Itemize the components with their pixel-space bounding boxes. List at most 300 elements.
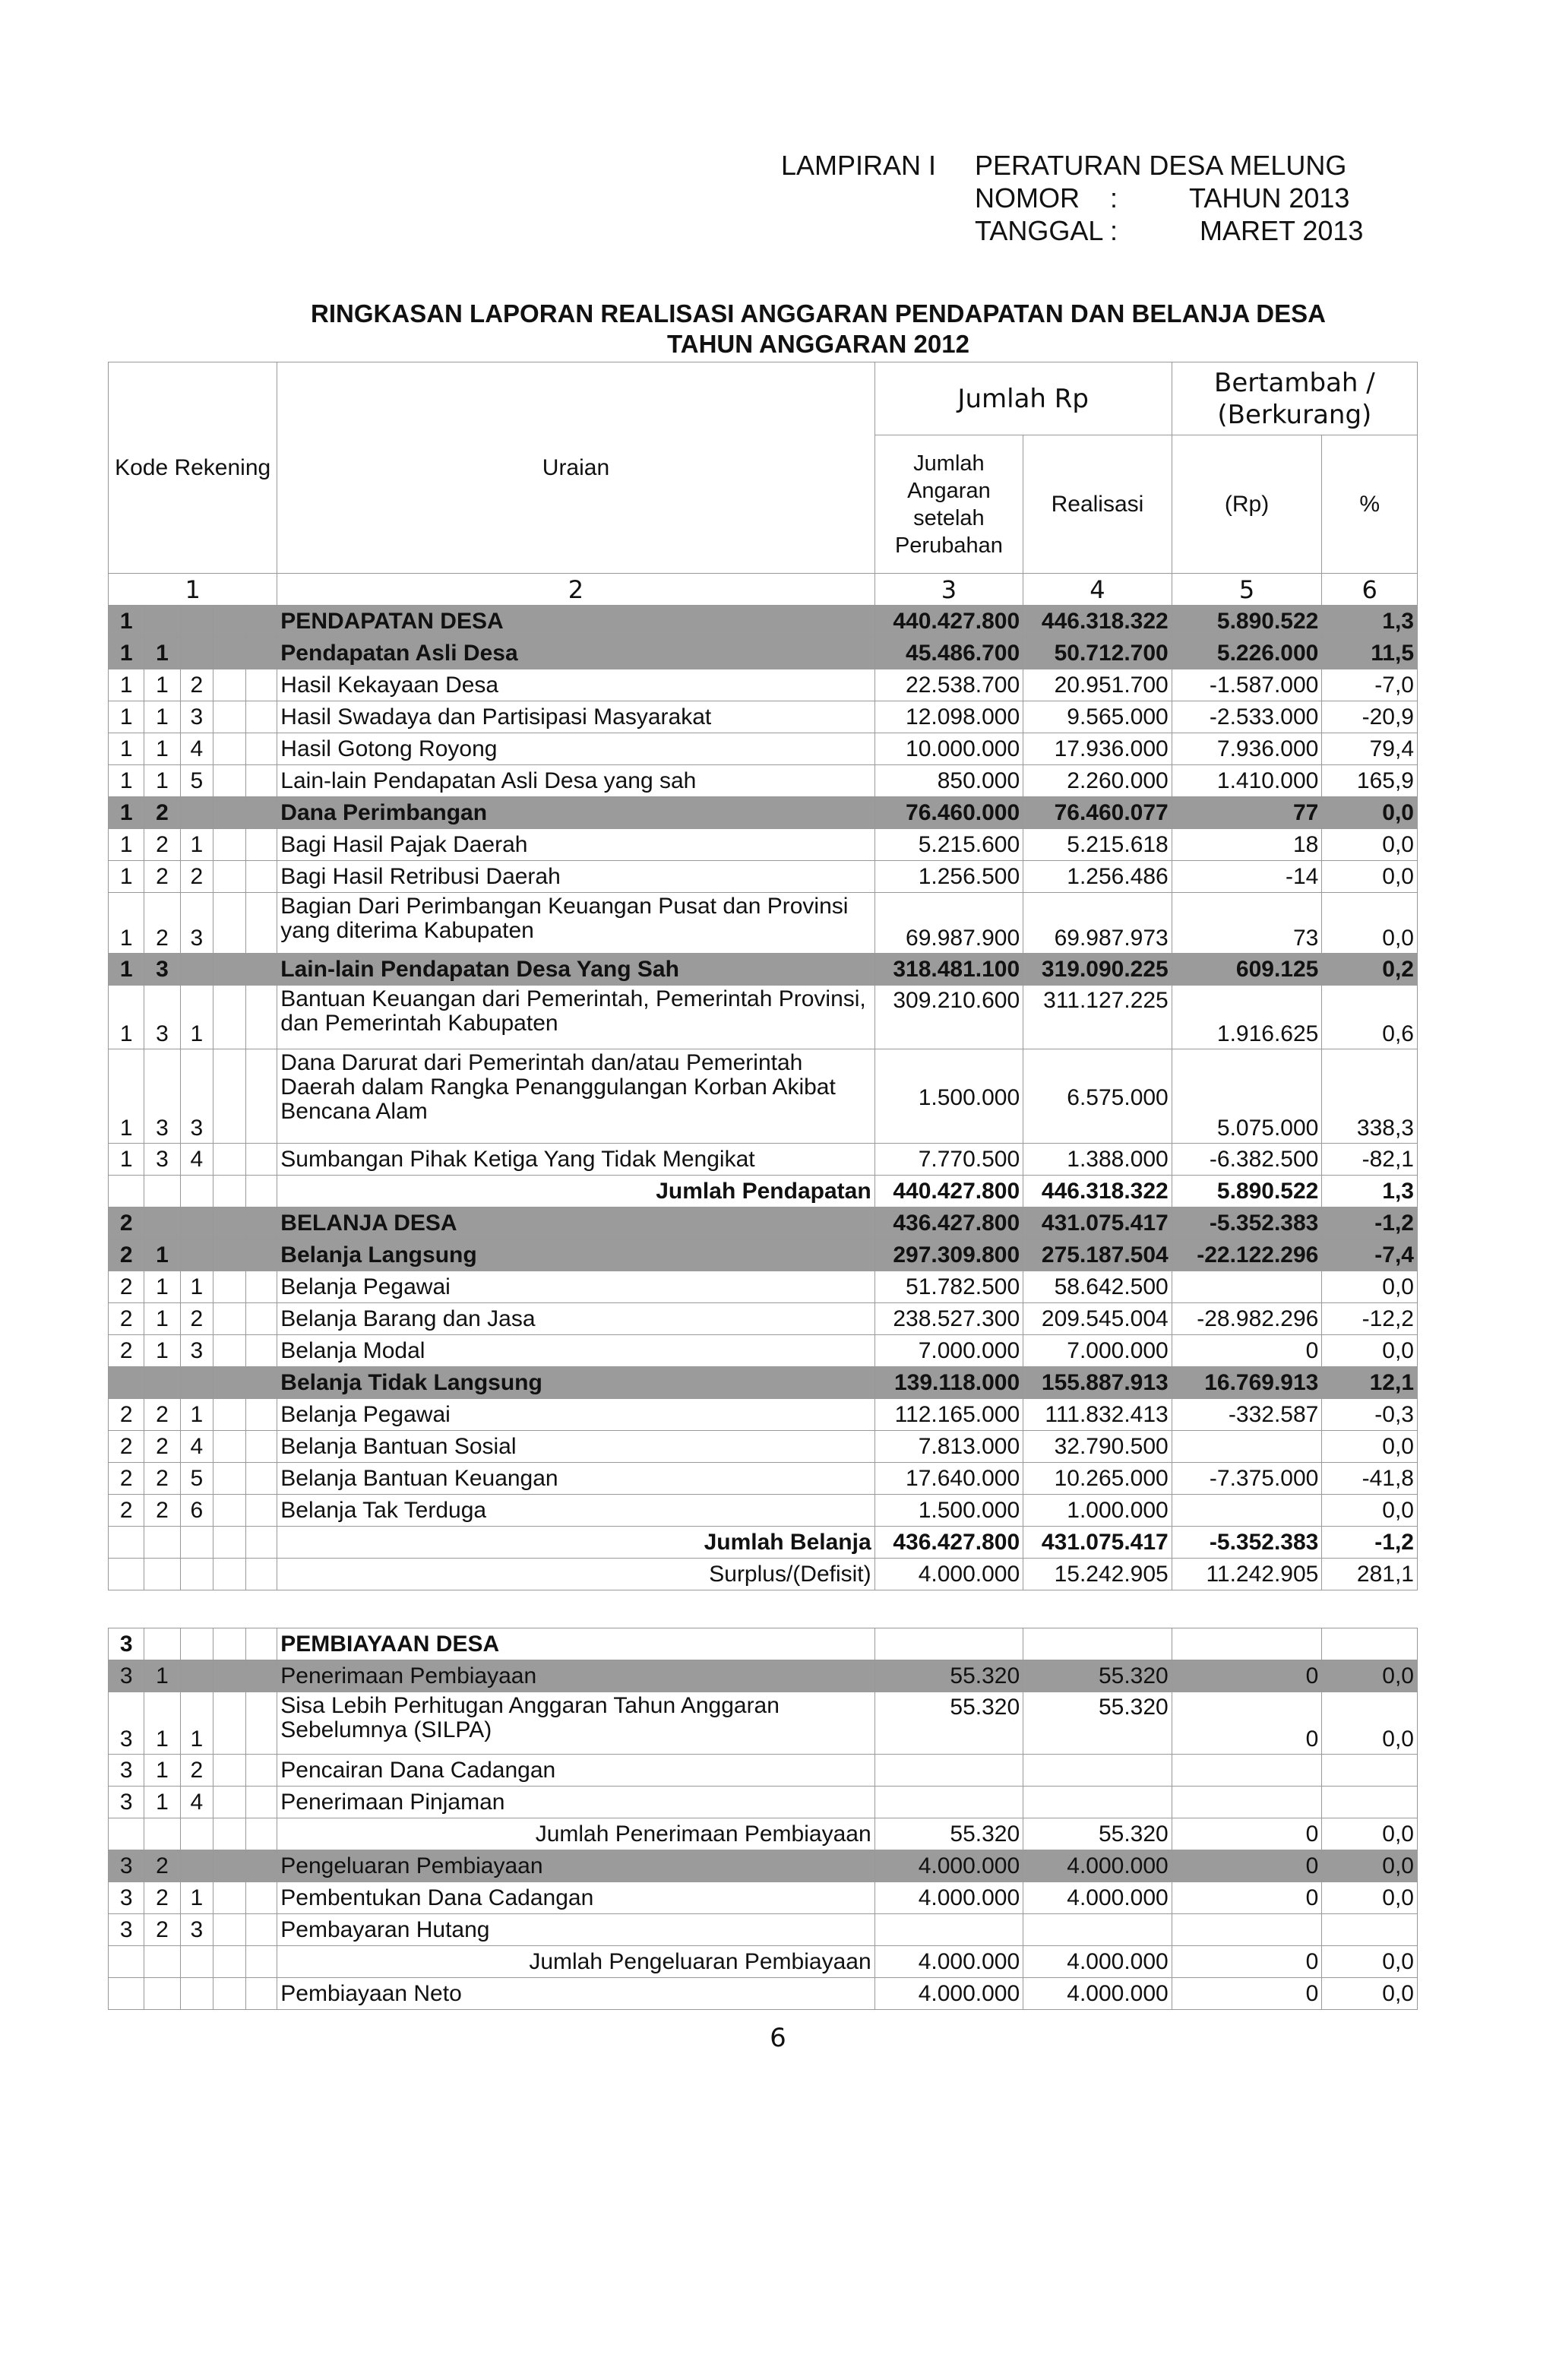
uraian-cell: Penerimaan Pembiayaan (277, 1660, 874, 1692)
uraian-cell: Hasil Gotong Royong (277, 733, 874, 765)
selisih-cell (1172, 1431, 1322, 1463)
realisasi-cell: 55.320 (1023, 1818, 1172, 1850)
persen-cell (1322, 1628, 1418, 1660)
persen-cell: 338,3 (1322, 1049, 1418, 1144)
kode-cell: 1 (109, 829, 144, 861)
kode-cell: 4 (180, 733, 213, 765)
uraian-cell: Pendapatan Asli Desa (277, 638, 874, 669)
persen-cell: -41,8 (1322, 1463, 1418, 1495)
persen-cell: 0,0 (1322, 861, 1418, 893)
table-row (109, 1527, 1418, 1559)
realisasi-cell: 55.320 (1023, 1692, 1172, 1755)
kode-cell (213, 1176, 245, 1207)
kode-cell (213, 1559, 245, 1590)
tanggal-value: MARET 2013 (1200, 215, 1364, 246)
kode-cell (144, 1946, 180, 1978)
uraian-cell: Bantuan Keuangan dari Pemerintah, Pemerintah Provinsi, dan Pemerintah Kabupaten (277, 986, 874, 1049)
table-row (109, 1335, 1418, 1367)
realisasi-cell: 1.000.000 (1023, 1495, 1172, 1527)
anggaran-cell: 297.309.800 (874, 1239, 1023, 1271)
kode-cell: 2 (144, 1882, 180, 1914)
col-number: 6 (1322, 574, 1418, 606)
report-title: RINGKASAN LAPORAN REALISASI ANGGARAN PENDAPATAN DAN BELANJA DESA (311, 299, 1326, 328)
kode-cell (109, 1176, 144, 1207)
anggaran-cell: 1.256.500 (874, 861, 1023, 893)
persen-cell: 0,0 (1322, 1335, 1418, 1367)
kode-cell: 1 (144, 1335, 180, 1367)
document-header (781, 149, 1363, 247)
kode-cell: 2 (109, 1303, 144, 1335)
persen-cell: -7,4 (1322, 1239, 1418, 1271)
kode-cell (246, 701, 277, 733)
kode-cell (180, 1239, 213, 1271)
kode-cell (246, 1144, 277, 1176)
kode-cell (180, 1946, 213, 1978)
selisih-cell: -5.352.383 (1172, 1527, 1322, 1559)
kode-cell (246, 1882, 277, 1914)
kode-cell: 3 (109, 1914, 144, 1946)
realisasi-cell: 4.000.000 (1023, 1850, 1172, 1882)
realisasi-cell: 17.936.000 (1023, 733, 1172, 765)
table-row (109, 1978, 1418, 2010)
kode-cell: 1 (109, 986, 144, 1049)
anggaran-cell: 318.481.100 (874, 954, 1023, 986)
anggaran-cell: 440.427.800 (874, 606, 1023, 638)
kode-cell: 1 (144, 669, 180, 701)
kode-cell (180, 1978, 213, 2010)
anggaran-cell: 55.320 (874, 1660, 1023, 1692)
table-row (109, 1628, 1418, 1660)
kode-cell: 2 (109, 1271, 144, 1303)
kode-cell (109, 1946, 144, 1978)
selisih-cell: 77 (1172, 797, 1322, 829)
anggaran-cell: 69.987.900 (874, 893, 1023, 954)
kode-cell (246, 1303, 277, 1335)
kode-cell (213, 1303, 245, 1335)
kode-cell (180, 1628, 213, 1660)
anggaran-cell (874, 1787, 1023, 1818)
realisasi-cell: 4.000.000 (1023, 1946, 1172, 1978)
selisih-cell (1172, 1271, 1322, 1303)
persen-cell: 0,0 (1322, 1495, 1418, 1527)
kode-cell (213, 1207, 245, 1239)
kode-cell (213, 1692, 245, 1755)
anggaran-cell: 112.165.000 (874, 1399, 1023, 1431)
anggaran-cell: 51.782.500 (874, 1271, 1023, 1303)
kode-cell: 1 (109, 733, 144, 765)
persen-cell: 0,0 (1322, 1850, 1418, 1882)
selisih-cell: 16.769.913 (1172, 1367, 1322, 1399)
uraian-cell: Dana Perimbangan (277, 797, 874, 829)
uraian-cell: PENDAPATAN DESA (277, 606, 874, 638)
kode-cell: 2 (144, 893, 180, 954)
kode-cell (213, 701, 245, 733)
kode-cell: 1 (144, 1239, 180, 1271)
kode-cell: 1 (144, 765, 180, 797)
uraian-cell: Sumbangan Pihak Ketiga Yang Tidak Mengikat (277, 1144, 874, 1176)
kode-cell: 3 (109, 1628, 144, 1660)
uraian-cell: Pembayaran Hutang (277, 1914, 874, 1946)
anggaran-cell (874, 1628, 1023, 1660)
selisih-cell: -2.533.000 (1172, 701, 1322, 733)
kode-cell: 1 (180, 829, 213, 861)
kode-cell (144, 1527, 180, 1559)
kode-cell (180, 797, 213, 829)
table-row (109, 1850, 1418, 1882)
persen-cell: 0,6 (1322, 986, 1418, 1049)
realisasi-cell: 431.075.417 (1023, 1207, 1172, 1239)
kode-cell (180, 954, 213, 986)
realisasi-cell: 155.887.913 (1023, 1367, 1172, 1399)
kode-cell (246, 829, 277, 861)
col-number: 3 (874, 574, 1023, 606)
uraian-header: Uraian (277, 362, 874, 574)
kode-cell: 2 (144, 1850, 180, 1882)
uraian-cell: Jumlah Belanja (277, 1527, 874, 1559)
table-row (109, 1303, 1418, 1335)
anggaran-cell: 7.770.500 (874, 1144, 1023, 1176)
uraian-cell: Belanja Langsung (277, 1239, 874, 1271)
kode-cell: 1 (109, 606, 144, 638)
anggaran-cell: 4.000.000 (874, 1978, 1023, 2010)
table-row (109, 1049, 1418, 1144)
col-number: 2 (277, 574, 874, 606)
anggaran-cell: 55.320 (874, 1692, 1023, 1755)
table-row (109, 986, 1418, 1049)
persen-cell: 0,0 (1322, 1692, 1418, 1755)
realisasi-cell: 311.127.225 (1023, 986, 1172, 1049)
kode-cell: 2 (109, 1495, 144, 1527)
kode-cell (180, 606, 213, 638)
kode-cell: 1 (109, 701, 144, 733)
kode-cell (213, 1049, 245, 1144)
kode-cell: 3 (109, 1755, 144, 1787)
kode-cell (144, 1818, 180, 1850)
kode-cell (213, 1787, 245, 1818)
kode-cell: 4 (180, 1431, 213, 1463)
anggaran-cell: 7.000.000 (874, 1335, 1023, 1367)
realisasi-cell: 431.075.417 (1023, 1527, 1172, 1559)
kode-cell: 4 (180, 1144, 213, 1176)
persen-cell: -1,2 (1322, 1527, 1418, 1559)
persen-cell: -1,2 (1322, 1207, 1418, 1239)
kode-cell (213, 1628, 245, 1660)
anggaran-cell: 76.460.000 (874, 797, 1023, 829)
table-row (109, 1559, 1418, 1590)
table-row (109, 1660, 1418, 1692)
kode-cell (246, 1431, 277, 1463)
table-row (109, 1463, 1418, 1495)
anggaran-cell: 55.320 (874, 1818, 1023, 1850)
anggaran-cell: 850.000 (874, 765, 1023, 797)
uraian-cell: Jumlah Pendapatan (277, 1176, 874, 1207)
kode-cell (246, 1914, 277, 1946)
kode-cell (213, 1271, 245, 1303)
table-row (109, 1818, 1418, 1850)
anggaran-cell: 7.813.000 (874, 1431, 1023, 1463)
kode-cell: 3 (180, 701, 213, 733)
realisasi-cell: 10.265.000 (1023, 1463, 1172, 1495)
uraian-cell: Pembiayaan Neto (277, 1978, 874, 2010)
kode-cell (213, 861, 245, 893)
selisih-cell: -332.587 (1172, 1399, 1322, 1431)
anggaran-cell: 45.486.700 (874, 638, 1023, 669)
kode-cell: 1 (144, 733, 180, 765)
kode-cell (246, 954, 277, 986)
kode-cell (180, 1660, 213, 1692)
kode-cell: 1 (109, 765, 144, 797)
kode-cell (246, 765, 277, 797)
selisih-cell: 0 (1172, 1978, 1322, 2010)
table-row (109, 669, 1418, 701)
anggaran-cell: 309.210.600 (874, 986, 1023, 1049)
selisih-cell (1172, 1495, 1322, 1527)
kode-cell (246, 1239, 277, 1271)
anggaran-cell: 4.000.000 (874, 1850, 1023, 1882)
realisasi-cell (1023, 1914, 1172, 1946)
kode-cell: 3 (144, 954, 180, 986)
anggaran-cell: 1.500.000 (874, 1049, 1023, 1144)
kode-cell: 3 (144, 986, 180, 1049)
kode-cell (213, 1144, 245, 1176)
kode-cell: 1 (109, 893, 144, 954)
kode-cell (246, 1367, 277, 1399)
kode-cell (246, 1463, 277, 1495)
kode-cell: 2 (144, 1495, 180, 1527)
kode-cell (144, 1978, 180, 2010)
kode-cell: 3 (180, 1335, 213, 1367)
kode-cell: 6 (180, 1495, 213, 1527)
selisih-cell (1172, 1787, 1322, 1818)
tanggal-label: TANGGAL : (975, 215, 1118, 246)
kode-cell: 1 (144, 1755, 180, 1787)
kode-cell (246, 733, 277, 765)
kode-cell (246, 893, 277, 954)
realisasi-cell (1023, 1628, 1172, 1660)
selisih-cell: 5.890.522 (1172, 1176, 1322, 1207)
kode-cell (246, 1818, 277, 1850)
kode-cell: 2 (180, 669, 213, 701)
selisih-cell (1172, 1755, 1322, 1787)
selisih-cell: -28.982.296 (1172, 1303, 1322, 1335)
kode-cell (213, 954, 245, 986)
kode-cell (144, 606, 180, 638)
kode-cell (213, 1239, 245, 1271)
kode-cell (213, 1399, 245, 1431)
kode-cell (180, 1207, 213, 1239)
kode-cell (213, 1660, 245, 1692)
persen-cell: -7,0 (1322, 669, 1418, 701)
kode-cell (213, 1755, 245, 1787)
persen-cell (1322, 1914, 1418, 1946)
selisih-cell: 0 (1172, 1660, 1322, 1692)
anggaran-cell: 5.215.600 (874, 829, 1023, 861)
kode-cell: 2 (144, 1914, 180, 1946)
uraian-cell: Belanja Bantuan Keuangan (277, 1463, 874, 1495)
uraian-cell: Belanja Bantuan Sosial (277, 1431, 874, 1463)
kode-cell: 3 (109, 1850, 144, 1882)
selisih-cell (1172, 1914, 1322, 1946)
uraian-cell: Dana Darurat dari Pemerintah dan/atau Pemerintah Daerah dalam Rangka Penanggulangan Korban Akibat Bencana Alam (277, 1049, 874, 1144)
anggaran-cell: 436.427.800 (874, 1527, 1023, 1559)
uraian-cell: Sisa Lebih Perhitugan Anggaran Tahun Anggaran Sebelumnya (SILPA) (277, 1692, 874, 1755)
persen-cell: -82,1 (1322, 1144, 1418, 1176)
table-row (109, 1207, 1418, 1239)
kode-cell: 3 (180, 1914, 213, 1946)
persen-cell: 0,0 (1322, 1882, 1418, 1914)
kode-cell (144, 1628, 180, 1660)
table-row (109, 733, 1418, 765)
selisih-cell: 0 (1172, 1882, 1322, 1914)
kode-cell (213, 606, 245, 638)
kode-cell: 2 (144, 861, 180, 893)
kode-cell (246, 638, 277, 669)
realisasi-cell (1023, 1787, 1172, 1818)
uraian-cell: Pencairan Dana Cadangan (277, 1755, 874, 1787)
table-row (109, 861, 1418, 893)
kode-cell (246, 1399, 277, 1431)
kode-cell (213, 829, 245, 861)
realisasi-cell: 2.260.000 (1023, 765, 1172, 797)
realisasi-cell: 55.320 (1023, 1660, 1172, 1692)
anggaran-cell: 22.538.700 (874, 669, 1023, 701)
persen-cell: 0,0 (1322, 1431, 1418, 1463)
selisih-cell: 0 (1172, 1818, 1322, 1850)
jumlah-rp-header: Jumlah Rp (874, 362, 1172, 435)
selisih-cell: 0 (1172, 1850, 1322, 1882)
persen-cell (1322, 1787, 1418, 1818)
kode-cell: 4 (180, 1787, 213, 1818)
kode-cell: 1 (180, 1399, 213, 1431)
realisasi-cell: 76.460.077 (1023, 797, 1172, 829)
persen-cell: -0,3 (1322, 1399, 1418, 1431)
kode-cell: 1 (109, 797, 144, 829)
table-row (109, 1399, 1418, 1431)
kode-cell (213, 1431, 245, 1463)
selisih-cell: 7.936.000 (1172, 733, 1322, 765)
realisasi-cell: 446.318.322 (1023, 1176, 1172, 1207)
kode-cell (213, 1367, 245, 1399)
peraturan-title: PERATURAN DESA MELUNG (975, 150, 1347, 181)
kode-cell (246, 1559, 277, 1590)
anggaran-cell: 4.000.000 (874, 1882, 1023, 1914)
kode-cell (246, 1271, 277, 1303)
kode-cell (213, 733, 245, 765)
kode-cell: 5 (180, 1463, 213, 1495)
persen-cell: 1,3 (1322, 606, 1418, 638)
realisasi-cell: 32.790.500 (1023, 1431, 1172, 1463)
kode-cell: 2 (109, 1463, 144, 1495)
kode-cell: 2 (144, 1399, 180, 1431)
uraian-cell: BELANJA DESA (277, 1207, 874, 1239)
table-row (109, 1882, 1418, 1914)
kode-cell (180, 1818, 213, 1850)
uraian-cell: Belanja Pegawai (277, 1399, 874, 1431)
selisih-cell: 0 (1172, 1335, 1322, 1367)
kode-cell (180, 1367, 213, 1399)
kode-cell (246, 1946, 277, 1978)
table-row (109, 1787, 1418, 1818)
lampiran-label: LAMPIRAN I (781, 150, 937, 181)
realisasi-cell (1023, 1755, 1172, 1787)
kode-cell (213, 1527, 245, 1559)
kode-cell: 1 (109, 669, 144, 701)
kode-cell (109, 1978, 144, 2010)
selisih-cell: 73 (1172, 893, 1322, 954)
kode-cell (213, 669, 245, 701)
realisasi-cell: 9.565.000 (1023, 701, 1172, 733)
persen-cell: 0,0 (1322, 829, 1418, 861)
pct-header: % (1322, 435, 1418, 574)
kode-cell: 2 (180, 1303, 213, 1335)
kode-cell: 3 (144, 1049, 180, 1144)
realisasi-cell: 209.545.004 (1023, 1303, 1172, 1335)
kode-cell (213, 1818, 245, 1850)
kode-cell (246, 1049, 277, 1144)
persen-cell: 0,0 (1322, 893, 1418, 954)
kode-cell: 1 (109, 638, 144, 669)
kode-cell (180, 1176, 213, 1207)
selisih-cell (1172, 1628, 1322, 1660)
realisasi-cell: 4.000.000 (1023, 1882, 1172, 1914)
kode-cell (246, 606, 277, 638)
kode-cell (213, 638, 245, 669)
realisasi-cell: 4.000.000 (1023, 1978, 1172, 2010)
persen-cell: 0,0 (1322, 1271, 1418, 1303)
kode-cell (213, 1978, 245, 2010)
selisih-cell: -6.382.500 (1172, 1144, 1322, 1176)
kode-cell (213, 1882, 245, 1914)
kode-cell: 2 (109, 1335, 144, 1367)
uraian-cell: Belanja Tak Terduga (277, 1495, 874, 1527)
uraian-cell: Belanja Modal (277, 1335, 874, 1367)
selisih-cell: -1.587.000 (1172, 669, 1322, 701)
anggaran-cell: 4.000.000 (874, 1946, 1023, 1978)
kode-cell (213, 1495, 245, 1527)
table-row (109, 765, 1418, 797)
selisih-cell: -22.122.296 (1172, 1239, 1322, 1271)
kode-cell: 2 (144, 1431, 180, 1463)
anggaran-cell: 17.640.000 (874, 1463, 1023, 1495)
realisasi-cell: 111.832.413 (1023, 1399, 1172, 1431)
table-row (109, 1755, 1418, 1787)
persen-cell: 11,5 (1322, 638, 1418, 669)
realisasi-cell: 1.256.486 (1023, 861, 1172, 893)
uraian-cell: Penerimaan Pinjaman (277, 1787, 874, 1818)
uraian-cell: Pengeluaran Pembiayaan (277, 1850, 874, 1882)
persen-cell: 0,0 (1322, 1660, 1418, 1692)
uraian-cell: Hasil Swadaya dan Partisipasi Masyarakat (277, 701, 874, 733)
uraian-cell: Jumlah Penerimaan Pembiayaan (277, 1818, 874, 1850)
kode-cell: 2 (109, 1399, 144, 1431)
uraian-cell: Belanja Pegawai (277, 1271, 874, 1303)
kode-cell (180, 1527, 213, 1559)
kode-cell (246, 1850, 277, 1882)
kode-cell (109, 1559, 144, 1590)
selisih-cell: 609.125 (1172, 954, 1322, 986)
kode-cell (213, 1946, 245, 1978)
uraian-cell: Bagi Hasil Pajak Daerah (277, 829, 874, 861)
persen-cell: 0,0 (1322, 1978, 1418, 2010)
kode-cell: 1 (109, 1144, 144, 1176)
page-number: 6 (770, 2023, 786, 2053)
kode-cell: 2 (109, 1239, 144, 1271)
persen-cell: 165,9 (1322, 765, 1418, 797)
uraian-cell: PEMBIAYAAN DESA (277, 1628, 874, 1660)
kode-cell (246, 1628, 277, 1660)
kode-cell (246, 1176, 277, 1207)
table-row (109, 829, 1418, 861)
